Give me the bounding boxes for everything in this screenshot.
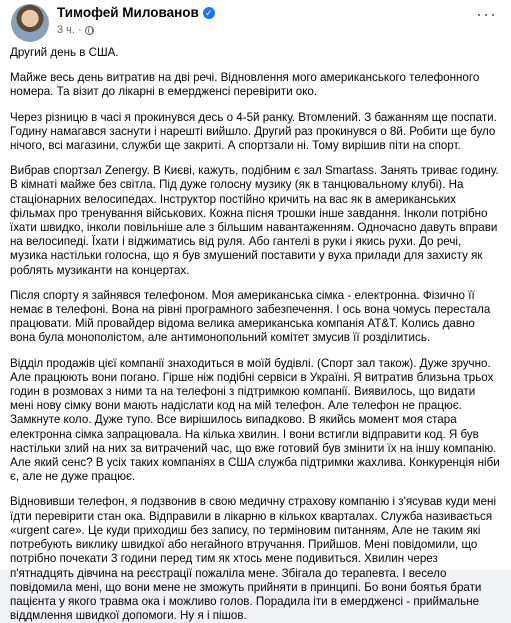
post-paragraph: Відділ продажів цієї компанії знаходиться в моїй будівлі. (Спорт зал також). Дуже зручно. Але працюють вони погано. Гірше ніж подібні сервіси в Україні. Я витратив близьна трьох годин в розмовах з ними та на телефоні з підтримкою компанії. Виявилось, що видати мені нову сімку вони мають надіслати код на мій телефон. Але телефон не працює. Замкнуте коло. Дуже тупо. Все вирішилось випадково. В якийсь момент моя стара електронна сімка запрацювала. На кілька хвилин. І вони встигли відправити код. Я був настільки злий на них за витрачений час, що вже готовий був змінити їх на іншу компанію. Але який сенс? В усіх таких компаніях в США служба підтримки жахлива. Конкуренція ніби є, але не дуже працює. bbox=[10, 356, 500, 484]
post-meta bbox=[57, 24, 94, 36]
post-paragraph: Після спорту я зайнявся телефоном. Моя американська сімка - електронна. Фізично її немає в телефоні. Вона на рівні програмного забезпечення. І ось вона чомусь перестала працювати. Мій провайдер відома велика американська компанія AT&T. Колись давно вона була монополістом, але антимонопольний комітет змусив її розділитись. bbox=[10, 288, 491, 345]
post-paragraph: Через різницю в часі я прокинувся десь о 4-5й ранку. Втомлений. З бажанням ще поспати. Годину намагався заснути і нарешті вийшло. Другий раз прокинувся о 8й. Робити ще було нічого, всі магазини, служби ще закриті. А спортзали ні. Тому вирішив піти на спорт. bbox=[10, 110, 497, 153]
post-text bbox=[0, 44, 511, 623]
separator-dot: · bbox=[77, 24, 82, 36]
verified-badge-icon: ✓ bbox=[203, 7, 215, 19]
globe-icon bbox=[85, 26, 94, 35]
avatar[interactable] bbox=[11, 4, 49, 42]
author-name-row bbox=[57, 5, 215, 20]
post-paragraph: Вибрав спортзал Zenergy. В Києві, кажуть, подібним є зал Smartass. Занять триває годину. В кімнаті майже без світла. Під дуже голосну музику (як в танцювальному клубі). На стаціонарних велосипедах. Інструктор постійно кричить на вас як в американських фільмах про тренування військових. Кожна пісня трошки інше завдання. Інколи потрібно їхати швидко, інколи повільніше але з більшим навантаженням. Одночасно давуть вправи на велосипеді. Їхати і віджиматись від руля. Або гантелі в руки і якись рухи. До речі, музика настільки голосна, що я був змушений поставити у вуха прилади для захисту як роблять музиканти на концертах. bbox=[10, 164, 499, 277]
author-name[interactable]: Тимофей Милованов bbox=[57, 5, 199, 20]
post-header bbox=[0, 0, 511, 44]
more-options-icon[interactable]: ··· bbox=[476, 4, 497, 24]
post-paragraph: Майже весь день витратив на дві речі. Відновлення мого американського телефонного номера. Та візит до лікарні в емердженсі перевірити око. bbox=[10, 71, 480, 99]
post-time[interactable]: 3 ч. bbox=[57, 24, 75, 36]
post-paragraph: Відновивши телефон, я подзвонив в свою медичну страхову компанію і з'ясував куди мені їдти перевірити стан ока. Відправили в лікарню в кількох кварталах. Служба називається «urgent care». Це куди приходиш без запису, по терміновим питанням, Але не таким які потребують виклику швидкої або негайного втручання. Прийшов. Мені повідомили, що потрібно почекати 3 години перед тим як хтось мене подивиться. Хвилин через п'ятнадцять дівчина на реєстрації пожаліла мене. Збігала до терапевта. І весело повідомила мені, що вони мене не зможуть прийняти в принципі. Бо вони боятья брати пацієнта у якого травма ока і можливо голов. Порадила іти в емердженсі - приймальне віддмлення швидкої допомоги. Ну я і пішов. bbox=[10, 495, 497, 623]
post-paragraph: Другий день в США. bbox=[10, 46, 119, 59]
